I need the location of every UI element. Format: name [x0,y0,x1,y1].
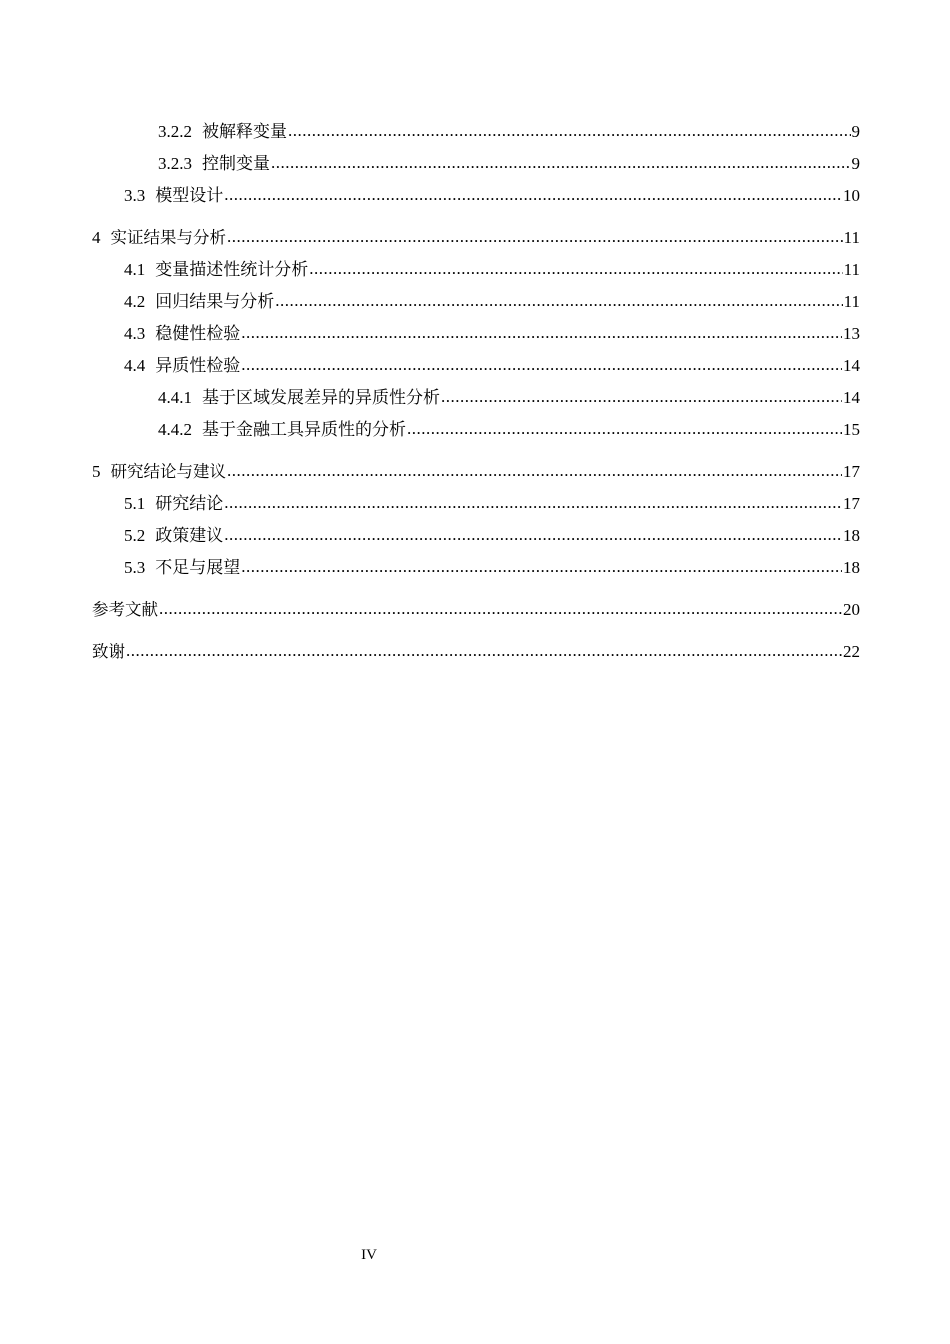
toc-entry-5-2[interactable] [92,520,860,552]
toc-entry-title: 控制变量 [202,154,270,173]
toc-entry-page: 10 [843,186,860,205]
toc-entry-4-1[interactable] [92,254,860,286]
toc-entry-number: 4.4.1 [158,388,192,407]
toc-entry-4-3[interactable] [92,318,860,350]
toc-entry-4-4-2[interactable] [92,414,860,446]
toc-entry-5-1[interactable] [92,488,860,520]
toc-entry-page: 15 [843,420,860,439]
dot-leader [241,349,842,381]
toc-entry-title: 变量描述性统计分析 [155,260,309,279]
dot-leader [271,147,851,179]
toc-entry-title: 稳健性检验 [155,324,241,343]
toc-entry-page: 22 [843,642,860,661]
toc-entry-number: 4.2 [124,292,146,311]
toc-entry-page: 13 [843,324,860,343]
page-number-footer: IV [361,1247,377,1263]
toc-entry-title: 被解释变量 [202,122,287,141]
dot-leader [159,593,842,625]
toc-entry-title: 研究结论 [155,494,224,513]
dot-leader [126,635,842,667]
dot-leader [227,221,843,253]
toc-entry-page: 14 [843,388,860,407]
toc-entry-5[interactable] [92,456,860,488]
toc-entry-4-2[interactable] [92,286,860,318]
toc-entry-5-3[interactable] [92,552,860,584]
dot-leader [241,317,842,349]
dot-leader [309,253,842,285]
toc-entry-page: 20 [843,600,860,619]
toc-entry-number: 4.3 [124,324,146,343]
toc-entry-title: 模型设计 [155,186,224,205]
toc-entry-title: 基于区域发展差异的异质性分析 [202,388,440,407]
toc-entry-page: 14 [843,356,860,375]
toc-entry-3-2-2[interactable] [92,116,860,148]
toc-entry-4-4-1[interactable] [92,382,860,414]
dot-leader [288,115,851,147]
dot-leader [407,413,842,445]
toc-entry-title: 基于金融工具异质性的分析 [202,420,406,439]
dot-leader [241,551,842,583]
toc-entry-references[interactable] [92,594,860,626]
toc-entry-4[interactable] [92,222,860,254]
toc-entry-title: 政策建议 [155,526,224,545]
toc-entry-page: 11 [843,228,860,247]
toc-entry-page: 9 [851,122,860,141]
toc-entry-page: 11 [843,260,860,279]
table-of-contents [92,116,860,668]
toc-entry-number: 5.2 [124,526,146,545]
toc-entry-number: 5 [92,462,101,481]
toc-entry-3-3[interactable] [92,180,860,212]
toc-entry-page: 18 [843,558,860,577]
toc-entry-title: 参考文献 [92,600,158,619]
toc-entry-acknowledgements[interactable] [92,636,860,668]
toc-entry-title: 不足与展望 [155,558,241,577]
toc-entry-3-2-3[interactable] [92,148,860,180]
toc-entry-number: 4.4.2 [158,420,192,439]
toc-entry-title: 实证结果与分析 [110,228,226,247]
dot-leader [275,285,842,317]
toc-entry-page: 18 [843,526,860,545]
toc-entry-title: 异质性检验 [155,356,241,375]
toc-entry-number: 4.4 [124,356,146,375]
dot-leader [224,487,842,519]
toc-entry-title: 致谢 [92,642,125,661]
toc-entry-number: 5.1 [124,494,146,513]
toc-entry-number: 3.2.2 [158,122,192,141]
toc-entry-number: 5.3 [124,558,146,577]
toc-entry-number: 3.2.3 [158,154,192,173]
toc-entry-number: 4 [92,228,101,247]
dot-leader [441,381,842,413]
toc-entry-title: 研究结论与建议 [110,462,226,481]
toc-entry-page: 17 [843,494,860,513]
toc-entry-page: 11 [843,292,860,311]
dot-leader [224,519,842,551]
toc-entry-4-4[interactable] [92,350,860,382]
toc-entry-page: 9 [851,154,860,173]
dot-leader [227,455,842,487]
toc-entry-page: 17 [843,462,860,481]
toc-entry-number: 3.3 [124,186,146,205]
dot-leader [224,179,842,211]
toc-entry-title: 回归结果与分析 [155,292,275,311]
toc-entry-number: 4.1 [124,260,146,279]
